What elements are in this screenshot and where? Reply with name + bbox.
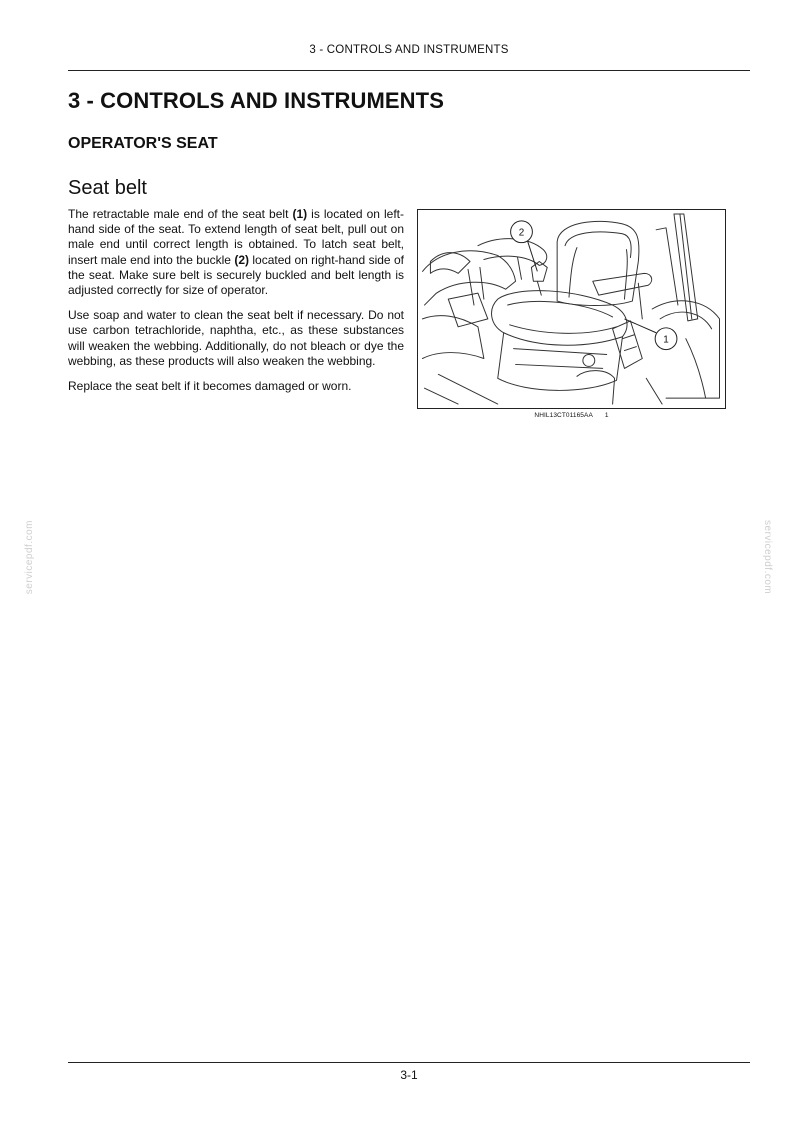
paragraph-replacement: Replace the seat belt if it becomes damaged or worn. xyxy=(68,379,352,394)
body-text xyxy=(68,207,404,404)
text-run: The retractable male end of the seat belt xyxy=(68,207,293,221)
figure-caption xyxy=(417,412,726,419)
callout-2-label: 2 xyxy=(518,227,525,239)
footer-rule xyxy=(68,1062,750,1063)
text-run: is located on left-hand side of the seat. To extend length of seat belt, pull out on male end until correct length is obtained. To latch seat belt, insert male end into the buckle xyxy=(68,207,404,267)
image-code: NHIL13CT01165AA xyxy=(534,412,593,419)
figure-number: 1 xyxy=(604,412,609,419)
callout-1 xyxy=(624,319,676,350)
header-rule xyxy=(68,70,750,71)
watermark-left: servicepdf.com xyxy=(24,520,35,595)
reference-2: (2) xyxy=(234,252,250,267)
section-title: OPERATOR'S SEAT xyxy=(68,135,218,152)
callout-2 xyxy=(511,221,538,271)
seat-belt-figure xyxy=(417,209,726,409)
subsection-title: Seat belt xyxy=(68,177,147,199)
text-run: located on right-hand side of the seat. Make sure belt is securely buckled and belt length is adjusted correctly for size of operator. xyxy=(68,252,404,298)
callout-1-label: 1 xyxy=(663,334,669,346)
paragraph-cleaning: Use soap and water to clean the seat belt if necessary. Do not use carbon tetrachloride, naphtha, etc., as these substances will weaken the webbing. Additionally, do not bleach or dye the webbing, as these products will also weaken the webbing. xyxy=(68,308,404,368)
seat-illustration xyxy=(418,210,725,408)
reference-1: (1) xyxy=(292,207,308,221)
page-number: 3-1 xyxy=(400,1068,418,1082)
paragraph-seat-belt-usage xyxy=(68,207,404,298)
chapter-title: 3 - CONTROLS AND INSTRUMENTS xyxy=(68,88,444,113)
watermark-right: servicepdf.com xyxy=(762,520,773,595)
running-header: 3 - CONTROLS AND INSTRUMENTS xyxy=(309,44,509,56)
